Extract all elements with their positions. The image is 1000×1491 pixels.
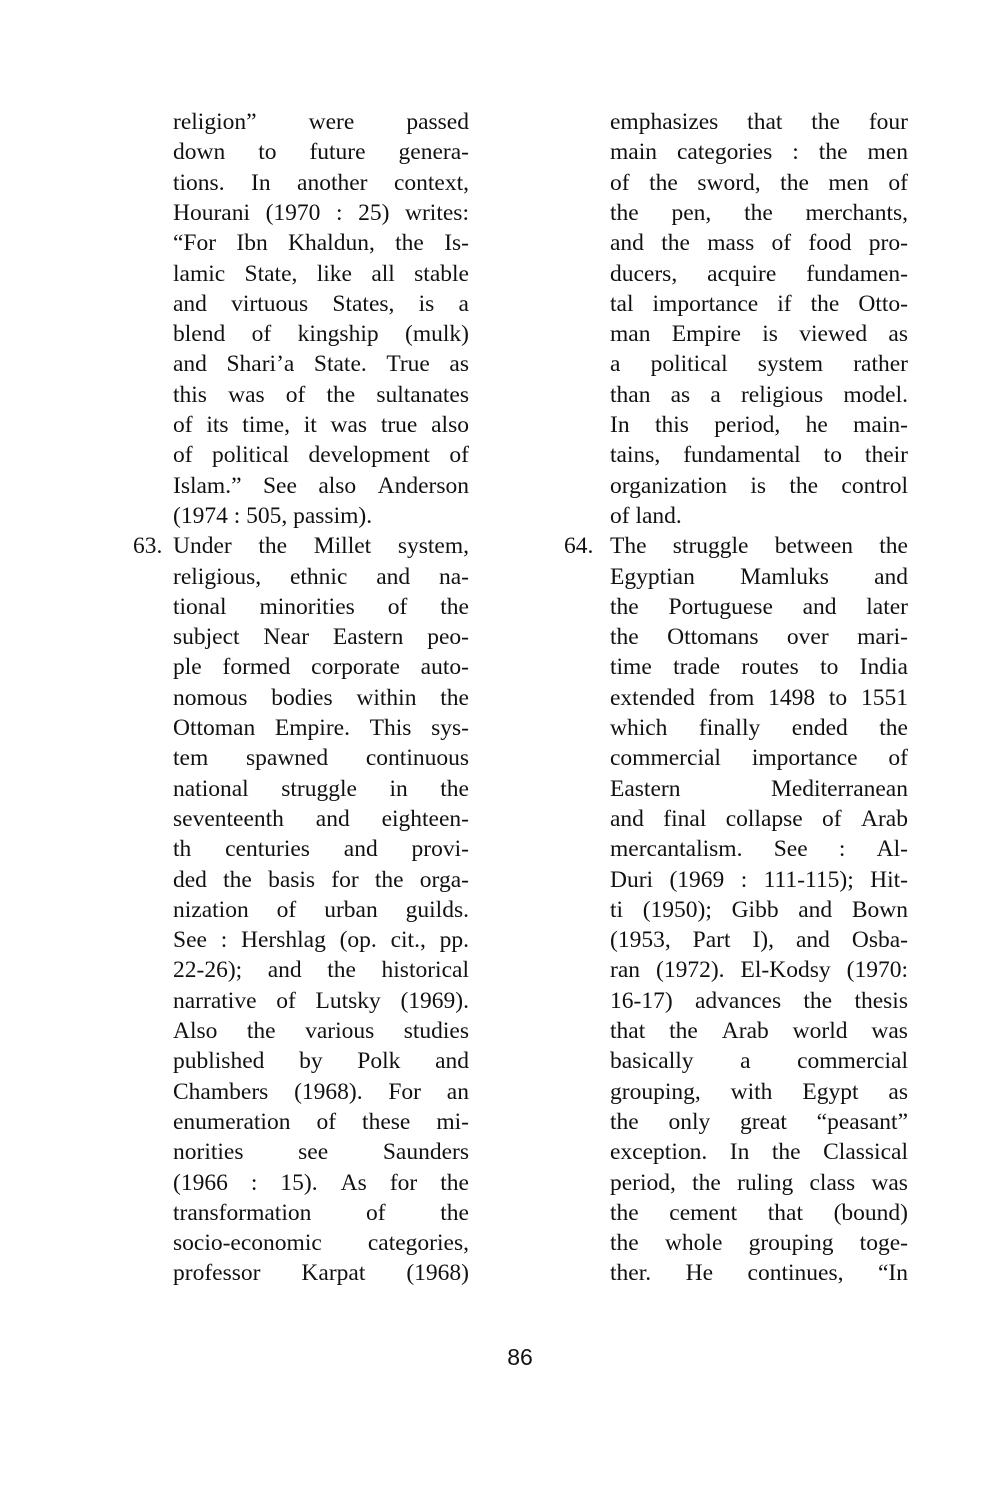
- text-line: man Empire is viewed as: [610, 321, 908, 348]
- text-line: this was of the sultanates: [173, 381, 469, 408]
- footnote-line: ran (1972). El-Kodsy (1970:: [610, 957, 908, 984]
- footnote-line: period, the ruling class was: [610, 1169, 908, 1196]
- text-line: Hourani (1970 : 25) writes:: [173, 199, 469, 226]
- footnote-line: The struggle between the: [610, 533, 908, 560]
- footnote-line: (1953, Part I), and Osba-: [610, 927, 908, 954]
- text-line: the pen, the merchants,: [610, 199, 908, 226]
- footnote-line: norities see Saunders: [173, 1139, 469, 1166]
- footnote-line: (1966 : 15). As for the: [173, 1169, 469, 1196]
- page-number: 86: [507, 1344, 533, 1370]
- text-line: In this period, he main-: [610, 412, 908, 438]
- footnote-line: th centuries and provi-: [173, 836, 469, 863]
- text-line: main categories : the men: [610, 139, 908, 166]
- footnote-line: Chambers (1968). For an: [173, 1078, 469, 1105]
- text-line: and virtuous States, is a: [173, 290, 469, 317]
- footnote-line: seventeenth and eighteen-: [173, 805, 469, 832]
- footnote-line: the only great “peasant”: [610, 1108, 908, 1135]
- text-line: down to future genera-: [173, 139, 469, 166]
- footnote-line: Also the various studies: [173, 1018, 469, 1044]
- text-line: of political development of: [173, 442, 469, 469]
- footnote-line: ded the basis for the orga-: [173, 866, 469, 893]
- footnote-line: tional minorities of the: [173, 593, 469, 620]
- footnote-line: basically a commercial: [610, 1048, 908, 1075]
- footnote-line: commercial importance of: [610, 745, 908, 772]
- footnote-line: subject Near Eastern peo-: [173, 624, 469, 651]
- text-line: of its time, it was true also: [173, 412, 469, 438]
- text-line: ducers, acquire fundamen-: [610, 260, 908, 287]
- footnote-line: nomous bodies within the: [173, 684, 469, 711]
- footnote-number: 63.: [133, 533, 163, 560]
- text-line: of the sword, the men of: [610, 169, 908, 196]
- text-line: tains, fundamental to their: [610, 442, 908, 469]
- footnote-line: narrative of Lutsky (1969).: [173, 987, 469, 1014]
- footnote-line: 16-17) advances the thesis: [610, 987, 908, 1014]
- footnote-number: 64.: [564, 533, 594, 560]
- footnote-line: tem spawned continuous: [173, 745, 469, 772]
- footnote-line: grouping, with Egypt as: [610, 1078, 908, 1105]
- footnote-line: Under the Millet system,: [173, 533, 469, 560]
- footnote-line: enumeration of these mi-: [173, 1108, 469, 1135]
- footnote-line: extended from 1498 to 1551: [610, 684, 908, 711]
- text-line: than as a religious model.: [610, 381, 908, 408]
- text-line: organization is the control: [610, 472, 908, 499]
- footnote-line: mercantalism. See : Al-: [610, 836, 908, 863]
- footnote-line: socio-economic categories,: [173, 1230, 469, 1257]
- text-line: a political system rather: [610, 351, 908, 378]
- footnote-line: Eastern Mediterranean: [610, 775, 908, 802]
- text-line: “For Ibn Khaldun, the Is-: [173, 230, 469, 257]
- footnote-line: ti (1950); Gibb and Bown: [610, 896, 908, 923]
- footnote-line: the Portuguese and later: [610, 593, 908, 620]
- footnote-line: and final collapse of Arab: [610, 805, 908, 832]
- footnote-line: professor Karpat (1968): [173, 1260, 469, 1287]
- text-line: tal importance if the Otto-: [610, 290, 908, 317]
- footnote-line: national struggle in the: [173, 775, 469, 802]
- footnote-line: ther. He continues, “In: [610, 1260, 908, 1287]
- text-line: of land.: [610, 502, 682, 529]
- text-line: and the mass of food pro-: [610, 230, 908, 257]
- text-line: lamic State, like all stable: [173, 260, 469, 287]
- footnote-line: See : Hershlag (op. cit., pp.: [173, 927, 469, 954]
- footnote-line: published by Polk and: [173, 1048, 469, 1075]
- footnote-line: the Ottomans over mari-: [610, 624, 908, 651]
- footnote-line: Egyptian Mamluks and: [610, 563, 908, 590]
- footnote-line: the whole grouping toge-: [610, 1230, 908, 1257]
- text-line: tions. In another context,: [173, 169, 469, 196]
- footnote-line: Duri (1969 : 111-115); Hit-: [610, 866, 908, 893]
- footnote-line: time trade routes to India: [610, 654, 908, 681]
- footnote-line: Ottoman Empire. This sys-: [173, 715, 469, 741]
- footnote-line: transformation of the: [173, 1199, 469, 1226]
- footnote-line: exception. In the Classical: [610, 1139, 908, 1166]
- text-line: religion” were passed: [173, 109, 469, 135]
- footnote-line: the cement that (bound): [610, 1199, 908, 1226]
- footnote-line: 22-26); and the historical: [173, 957, 469, 984]
- footnote-line: religious, ethnic and na-: [173, 563, 469, 590]
- text-line: blend of kingship (mulk): [173, 321, 469, 348]
- text-line: emphasizes that the four: [610, 109, 908, 135]
- footnote-line: nization of urban guilds.: [173, 896, 469, 923]
- text-line: (1974 : 505, passim).: [173, 502, 373, 529]
- text-line: and Shari’a State. True as: [173, 351, 469, 378]
- footnote-line: that the Arab world was: [610, 1018, 908, 1044]
- footnote-line: ple formed corporate auto-: [173, 654, 469, 681]
- footnote-line: which finally ended the: [610, 715, 908, 741]
- text-line: Islam.” See also Anderson: [173, 472, 469, 499]
